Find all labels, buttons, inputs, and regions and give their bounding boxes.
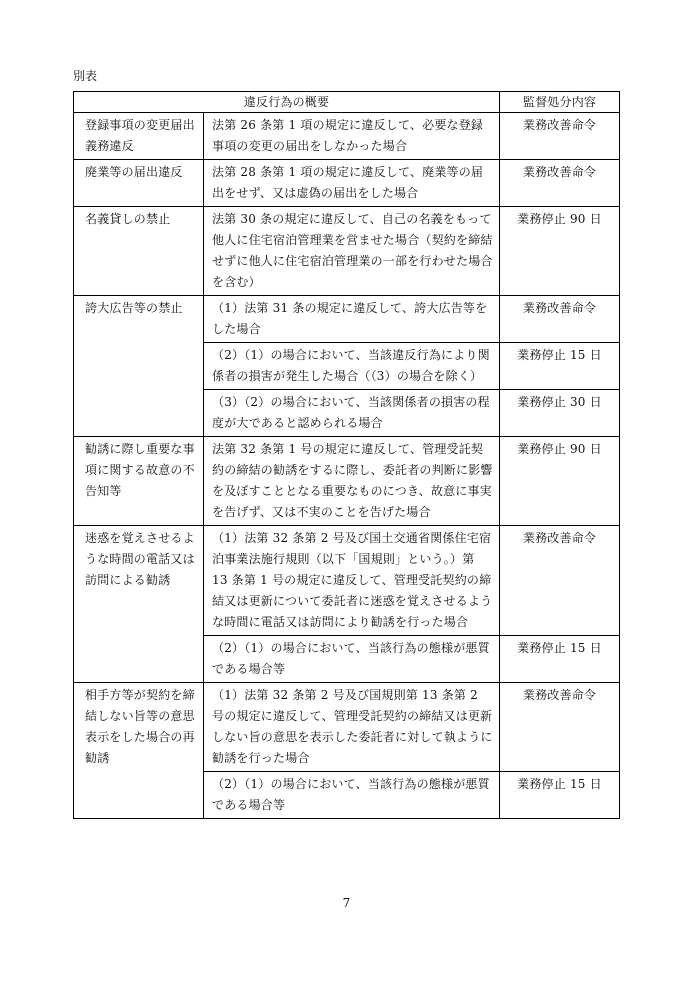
violation-category: 登録事項の変更届出義務違反 (74, 113, 204, 160)
disposition-value: 業務改善命令 (500, 683, 620, 772)
violation-description: 法第 28 条第 1 項の規定に違反して、廃業等の届出をせず、又は虚偽の届出をした場合 (204, 160, 500, 207)
violation-description: （2）（1）の場合において、当該違反行為により関係者の損害が発生した場合（（3）の場合を除く） (204, 343, 500, 390)
violation-category: 相手方等が契約を締結しない旨等の意思表示をした場合の再勧誘 (74, 683, 204, 819)
disposition-value: 業務改善命令 (500, 296, 620, 343)
disposition-value: 業務改善命令 (500, 160, 620, 207)
header-violation-overview: 違反行為の概要 (74, 92, 500, 113)
violation-description: （2）（1）の場合において、当該行為の態様が悪質である場合等 (204, 636, 500, 683)
page-number: 7 (342, 896, 351, 910)
disposition-value: 業務停止 15 日 (500, 343, 620, 390)
violation-description: 法第 26 条第 1 項の規定に違反して、必要な登録事項の変更の届出をしなかった場合 (204, 113, 500, 160)
violation-description: （1）法第 32 条第 2 号及び国土交通省関係住宅宿泊事業法施行規則（以下「国規則」という。）第 13 条第 1 号の規定に違反して、管理受託契約の締結又は更新について委託者に迷惑を覚えさせるような時間に電話又は訪問により勧誘を行った場合 (204, 526, 500, 636)
violation-description: 法第 32 条第 1 号の規定に違反して、管理受託契約の締結の勧誘をするに際し、委託者の判断に影響を及ぼすこととなる重要なものにつき、故意に事実を告げず、又は不実のことを告げた場合 (204, 437, 500, 526)
table-row (74, 683, 620, 772)
violation-category: 誇大広告等の禁止 (74, 296, 204, 437)
disposition-value: 業務改善命令 (500, 113, 620, 160)
violation-category: 名義貸しの禁止 (74, 207, 204, 296)
disposition-value: 業務停止 15 日 (500, 772, 620, 819)
appendix-label: 別表 (73, 69, 98, 83)
violation-description: （1）法第 32 条第 2 号及び国規則第 13 条第 2 号の規定に違反して、管理受託契約の締結又は更新しない旨の意思を表示した委託者に対して執ように勧誘を行った場合 (204, 683, 500, 772)
disposition-value: 業務停止 30 日 (500, 390, 620, 437)
violation-category: 迷惑を覚えさせるような時間の電話又は訪問による勧誘 (74, 526, 204, 683)
disposition-value: 業務停止 90 日 (500, 207, 620, 296)
violation-description: （1）法第 31 条の規定に違反して、誇大広告等をした場合 (204, 296, 500, 343)
table-row (74, 113, 620, 160)
violation-description: （3）（2）の場合において、当該関係者の損害の程度が大であると認められる場合 (204, 390, 500, 437)
violation-category: 廃業等の届出違反 (74, 160, 204, 207)
table-row (74, 526, 620, 636)
violations-table (73, 91, 620, 819)
disposition-value: 業務停止 90 日 (500, 437, 620, 526)
table-row (74, 160, 620, 207)
header-disposition: 監督処分内容 (500, 92, 620, 113)
disposition-value: 業務停止 15 日 (500, 636, 620, 683)
table-row (74, 207, 620, 296)
table-header-row (74, 92, 620, 113)
violation-category: 勧誘に際し重要な事項に関する故意の不告知等 (74, 437, 204, 526)
table-row (74, 296, 620, 343)
violation-description: （2）（1）の場合において、当該行為の態様が悪質である場合等 (204, 772, 500, 819)
table-row (74, 437, 620, 526)
disposition-value: 業務改善命令 (500, 526, 620, 636)
violation-description: 法第 30 条の規定に違反して、自己の名義をもって他人に住宅宿泊管理業を営ませた場合（契約を締結せずに他人に住宅宿泊管理業の一部を行わせた場合を含む） (204, 207, 500, 296)
